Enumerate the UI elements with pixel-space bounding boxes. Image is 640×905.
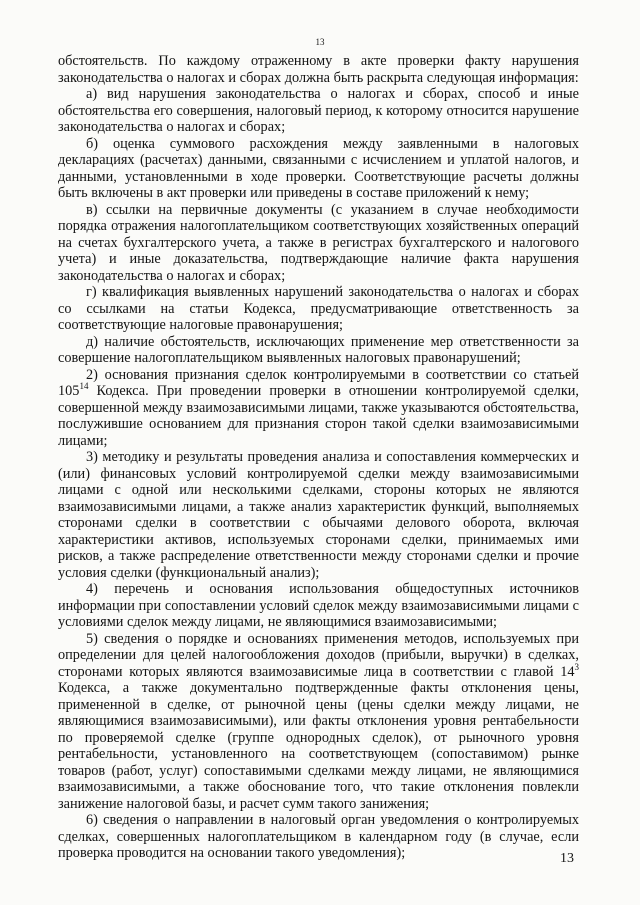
paragraph-item-v: в) ссылки на первичные документы (с указанием в случае необходимости порядка отражения налогоплательщиком соответствующих хозяйственных операций на счетах бухгалтерского учета, а также в регистрах бухгалтерского и налогового учета) и иные доказательства, подтверждающие наличие факта нарушения законодательства о налогах и сборах; — [58, 201, 579, 284]
paragraph-item-a: а) вид нарушения законодательства о налогах и сборах, способ и иные обстоятельства его совершения, налоговый период, к которому относится нарушение законодательства о налогах и сборах; — [58, 86, 579, 135]
paragraph-item-g: г) квалификация выявленных нарушений законодательства о налогах и сборах со ссылками на статьи Кодекса, предусматривающие ответственность за соответствующие налоговые правонарушения; — [58, 284, 579, 333]
page-number-top: 13 — [315, 37, 325, 47]
body-text — [58, 53, 579, 862]
paragraph-intro-continuation: обстоятельств. По каждому отраженному в акте проверки факту нарушения законодательства о налогах и сборах должна быть раскрыта следующая информация: — [58, 53, 579, 86]
page-number-bottom: 13 — [560, 851, 574, 866]
chapter-superscript: 3 — [574, 661, 579, 672]
article-superscript: 14 — [79, 381, 89, 391]
paragraph-item-4: 4) перечень и основания использования общедоступных источников информации при сопоставлении условий сделок между взаимозависимыми лицами с условиями сделок между лицами, не являющимися взаимозависимыми; — [58, 581, 579, 630]
paragraph-item-6: 6) сведения о направлении в налоговый орган уведомления о контролируемых сделках, совершенных налогоплательщиком в календарном году (в случае, если проверка проводится на основании такого уведомления); — [58, 812, 579, 861]
item-5-text-start: 5) сведения о порядке и основаниях применения методов, используемых при определении для целей налогообложения доходов (прибыли, выручки) в сделках, сторонами которых являются взаимозависимые лица в соответствии с главой 14 — [58, 630, 579, 680]
item-5-text-end: Кодекса, а также документально подтвержденные факты отклонения цены, примененной в сделке, от рыночной цены (цены сделки между лицами, не являющимися взаимозависимыми), или факты отклонения уровня рентабельности по проверяемой сделке (группе однородных сделок), от рыночного уровня рентабельности, установленного на соответствующем (сопоставимом) рынке товаров (работ, услуг) сопоставимыми сделками между лицами, не являющимися взаимозависимыми, а также обоснование того, что такие отклонения повлекли занижение налоговой базы, и расчет сумм такого занижения; — [58, 680, 579, 812]
paragraph-item-5 — [58, 631, 579, 813]
item-2-text-start: 2) основания признания сделок контролируемыми в соответствии со статьей 105 — [58, 366, 579, 399]
paragraph-item-b: б) оценка суммового расхождения между заявленными в налоговых декларациях (расчетах) данными, связанными с исчислением и уплатой налогов, и данными, установленными в ходе проверки. Соответствующие расчеты должны быть включены в акт проверки или приведены в составе приложений к нему; — [58, 135, 579, 201]
item-2-text-end: Кодекса. При проведении проверки в отношении контролируемой сделки, совершенной между взаимозависимыми лицами, также указываются обстоятельства, послужившие основанием для признания сторон такой сделки взаимозависимыми лицами; — [58, 383, 579, 449]
paragraph-item-2 — [58, 367, 579, 450]
paragraph-item-3: 3) методику и результаты проведения анализа и сопоставления коммерческих и (или) финансовых условий контролируемой сделки между взаимозависимыми лицами с одной или несколькими сделками, стороны которых не являются взаимозависимыми лицами, а также анализ характеристик функций, выполняемых сторонами сделки в соответствии с обычаями делового оборота, включая характеристики активов, используемых сторонами сделки, принимаемых ими рисков, а также распределение ответственности между сторонами сделки и прочие условия сделки (функциональный анализ); — [58, 449, 579, 581]
paragraph-item-d: д) наличие обстоятельств, исключающих применение мер ответственности за совершение налогоплательщиком выявленных налоговых правонарушений; — [58, 333, 579, 366]
